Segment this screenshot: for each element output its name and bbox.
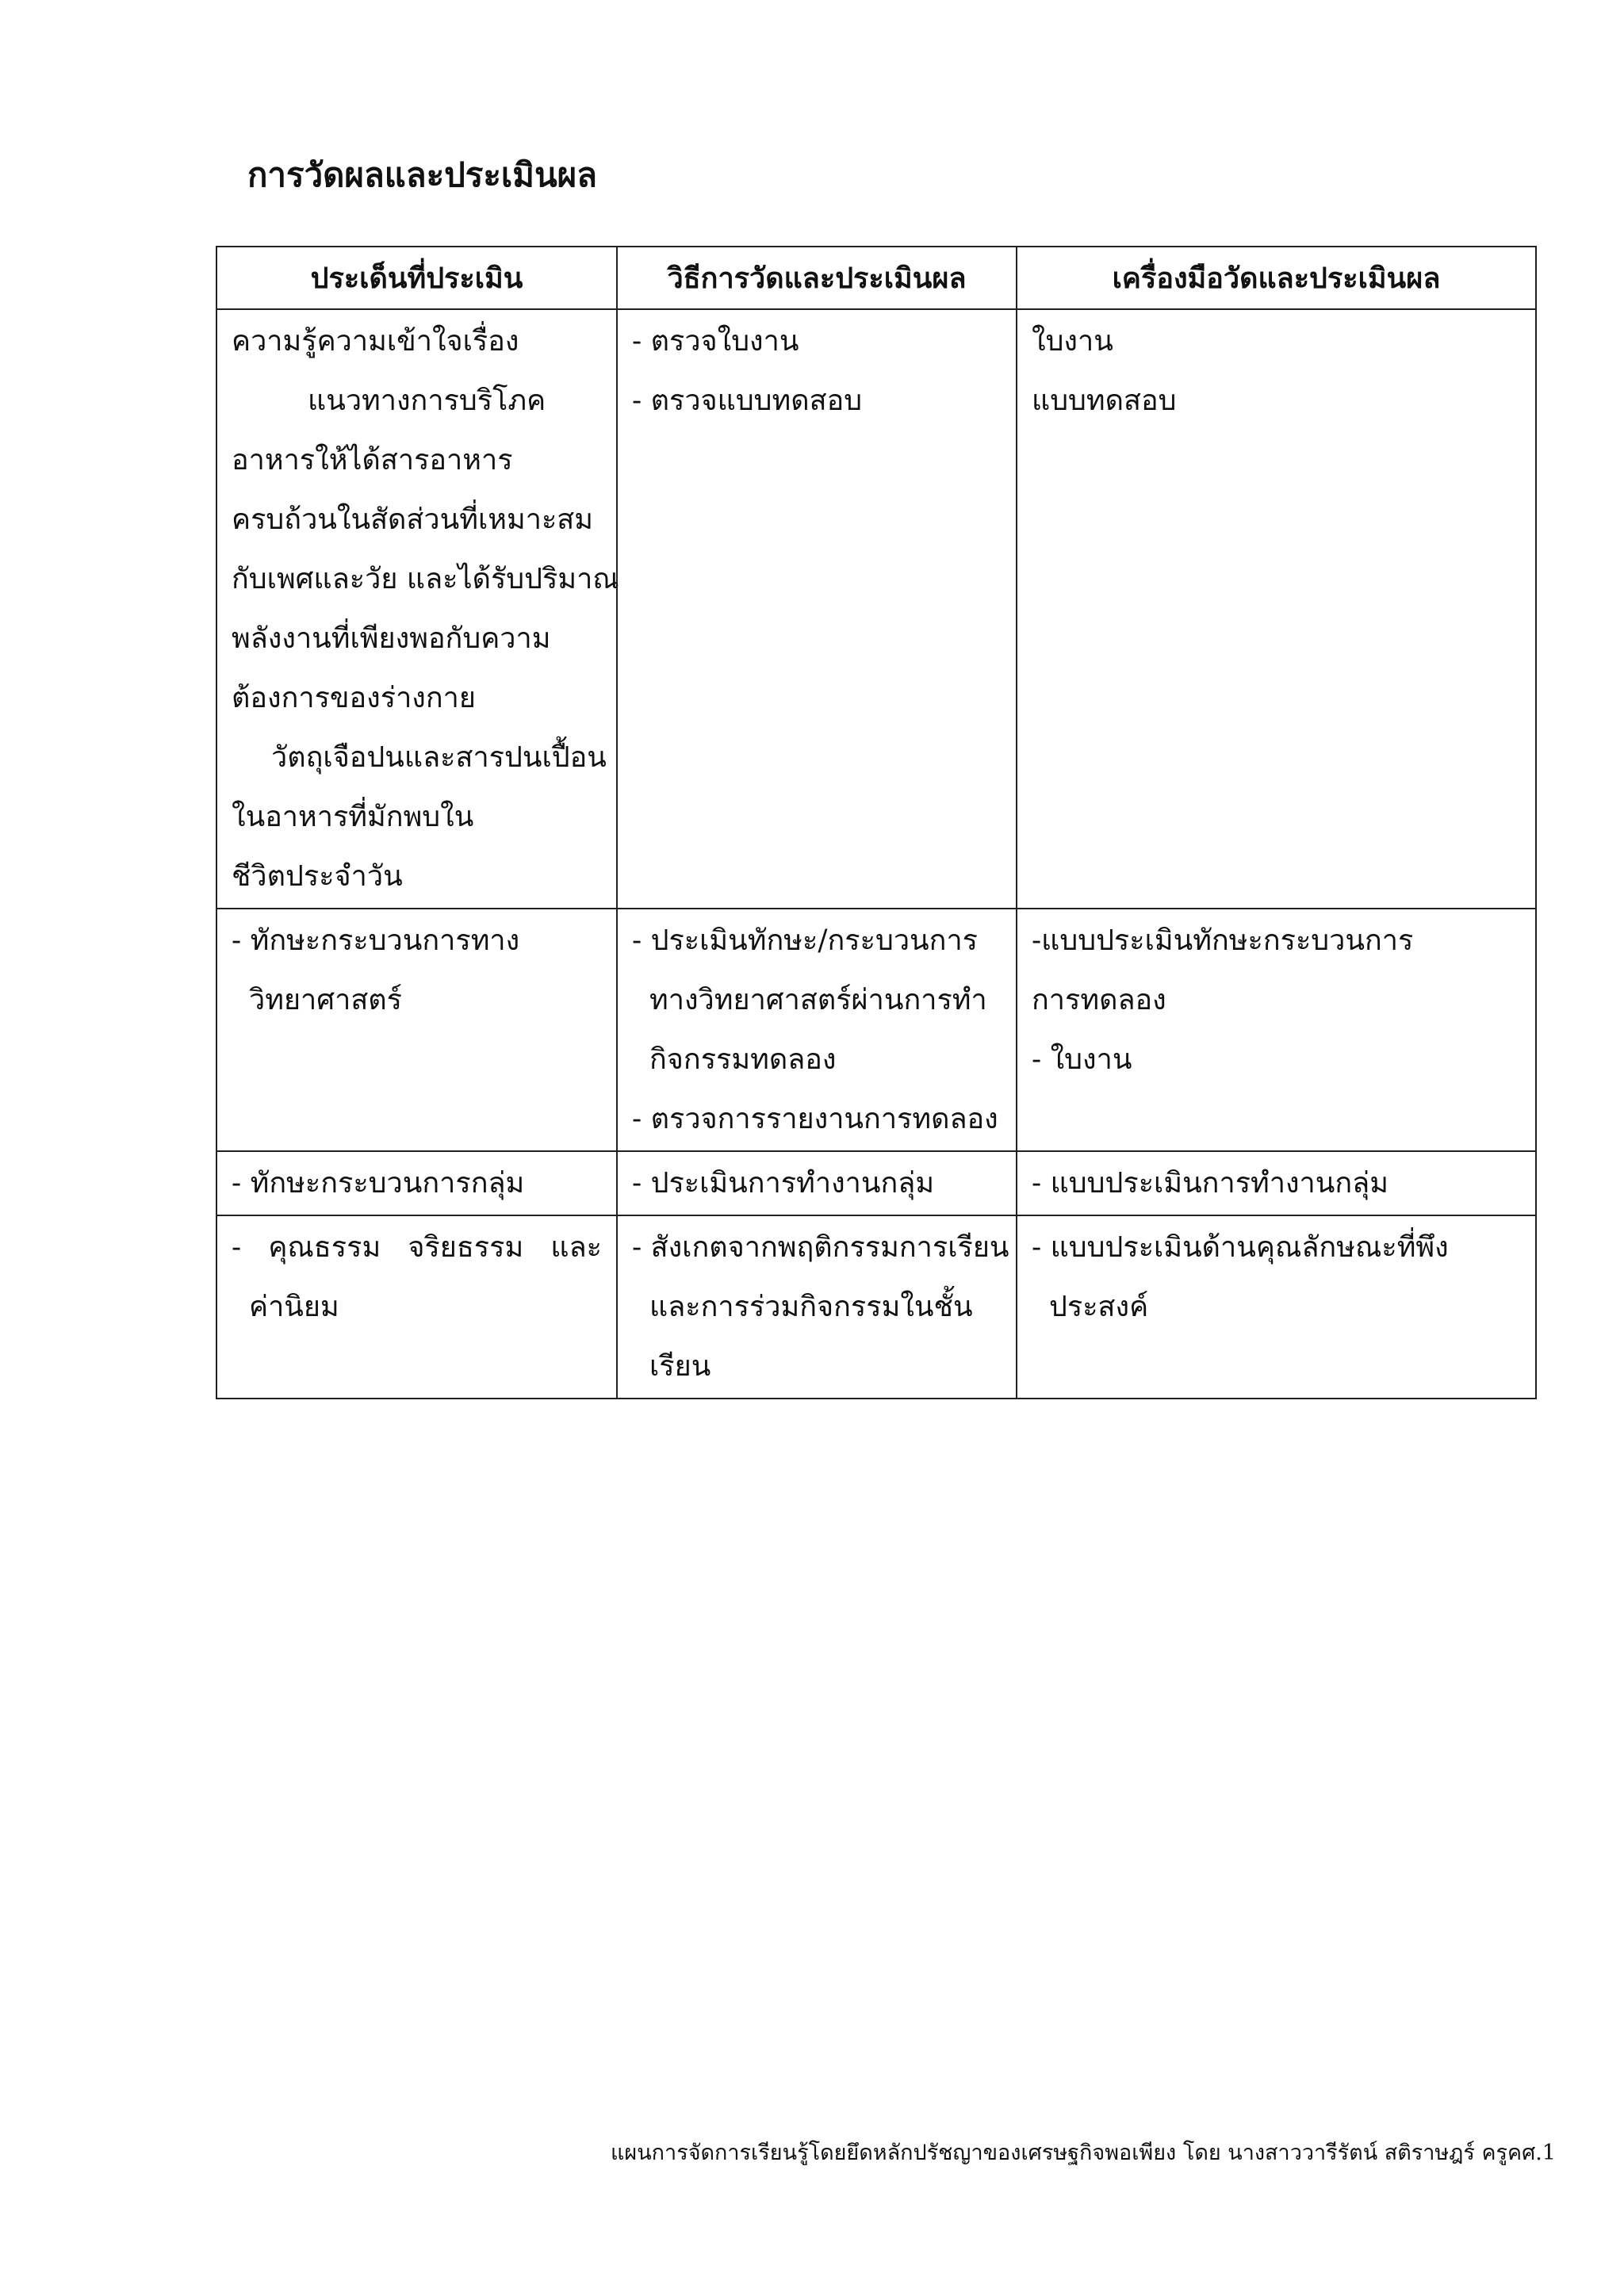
cell-line: ต้องการของร่างกาย xyxy=(232,682,476,714)
tool-cell xyxy=(1017,909,1536,1151)
table-row xyxy=(216,909,1536,1151)
header-tool: เครื่องมือวัดและประเมินผล xyxy=(1017,247,1536,309)
header-method: วิธีการวัดและประเมินผล xyxy=(617,247,1017,309)
page-footer: แผนการจัดการเรียนรู้โดยยึดหลักปรัชญาของเศรษฐกิจพอเพียง โดย นางสาววารีรัตน์ สติราษฎร์ ครูคศ.1 xyxy=(611,2141,1556,2165)
cell-line: อาหารให้ได้สารอาหาร xyxy=(232,444,513,476)
cell-line: ความรู้ความเข้าใจเรื่อง xyxy=(232,325,519,358)
cell-line: ครบถ้วนในสัดส่วนที่เหมาะสม xyxy=(232,503,593,536)
cell-word: คุณธรรม xyxy=(268,1231,381,1264)
table-row xyxy=(216,309,1536,909)
cell-line: ค่านิยม xyxy=(249,1291,339,1323)
method-cell xyxy=(617,1151,1017,1215)
cell-line: แนวทางการบริโภค xyxy=(308,385,546,417)
cell-line: - แบบประเมินการทำงานกลุ่ม xyxy=(1032,1167,1388,1200)
cell-line: ชีวิตประจำวัน xyxy=(232,860,403,893)
method-cell xyxy=(617,909,1017,1151)
cell-line: ใบงาน xyxy=(1032,325,1113,358)
cell-line: กิจกรรมทดลอง xyxy=(649,1043,837,1076)
cell-line: - ประเมินทักษะ/กระบวนการ xyxy=(632,924,978,957)
cell-line: และการร่วมกิจกรรมในชั้น xyxy=(649,1291,973,1323)
cell-line: - แบบประเมินด้านคุณลักษณะที่พึง xyxy=(1032,1231,1449,1264)
header-issue: ประเด็นที่ประเมิน xyxy=(216,247,617,309)
cell-word: - xyxy=(232,1231,242,1264)
assessment-table xyxy=(216,246,1537,1399)
cell-line: - ใบงาน xyxy=(1032,1043,1132,1076)
cell-line: - ประเมินการทำงานกลุ่ม xyxy=(632,1167,935,1200)
issue-cell xyxy=(216,909,617,1151)
cell-line: - ทักษะกระบวนการทาง xyxy=(232,924,520,957)
issue-cell xyxy=(216,1151,617,1215)
cell-line: - สังเกตจากพฤติกรรมการเรียน xyxy=(632,1231,1009,1264)
cell-line-justified xyxy=(232,1218,602,1277)
cell-line: ทางวิทยาศาสตร์ผ่านการทำ xyxy=(649,984,987,1016)
table-row xyxy=(216,1215,1536,1399)
cell-line: การทดลอง xyxy=(1032,984,1166,1016)
issue-cell xyxy=(216,309,617,909)
table-row xyxy=(216,1151,1536,1215)
cell-line: วัตถุเจือปนและสารปนเปื้อน xyxy=(271,741,607,774)
cell-line: ประสงค์ xyxy=(1049,1291,1149,1323)
cell-line: พลังงานที่เพียงพอกับความ xyxy=(232,622,551,655)
cell-word: จริยธรรม xyxy=(408,1231,524,1264)
page-title: การวัดผลและประเมินผล xyxy=(247,155,598,194)
cell-line: กับเพศและวัย และได้รับปริมาณ xyxy=(232,563,619,595)
cell-line: - ตรวจแบบทดสอบ xyxy=(632,385,863,417)
cell-line: เรียน xyxy=(649,1350,711,1383)
cell-line: - ตรวจใบงาน xyxy=(632,325,799,358)
issue-cell xyxy=(216,1215,617,1399)
cell-word: และ xyxy=(550,1231,602,1264)
cell-line: ในอาหารที่มักพบใน xyxy=(232,801,474,833)
tool-cell xyxy=(1017,1215,1536,1399)
cell-line: - ทักษะกระบวนการกลุ่ม xyxy=(232,1167,525,1200)
cell-line: วิทยาศาสตร์ xyxy=(249,984,403,1016)
method-cell xyxy=(617,309,1017,909)
cell-line: แบบทดสอบ xyxy=(1032,385,1177,417)
tool-cell xyxy=(1017,309,1536,909)
cell-line: - ตรวจการรายงานการทดลอง xyxy=(632,1103,998,1135)
tool-cell xyxy=(1017,1151,1536,1215)
cell-line: -แบบประเมินทักษะกระบวนการ xyxy=(1032,924,1414,957)
table-header-row xyxy=(216,247,1536,309)
method-cell xyxy=(617,1215,1017,1399)
